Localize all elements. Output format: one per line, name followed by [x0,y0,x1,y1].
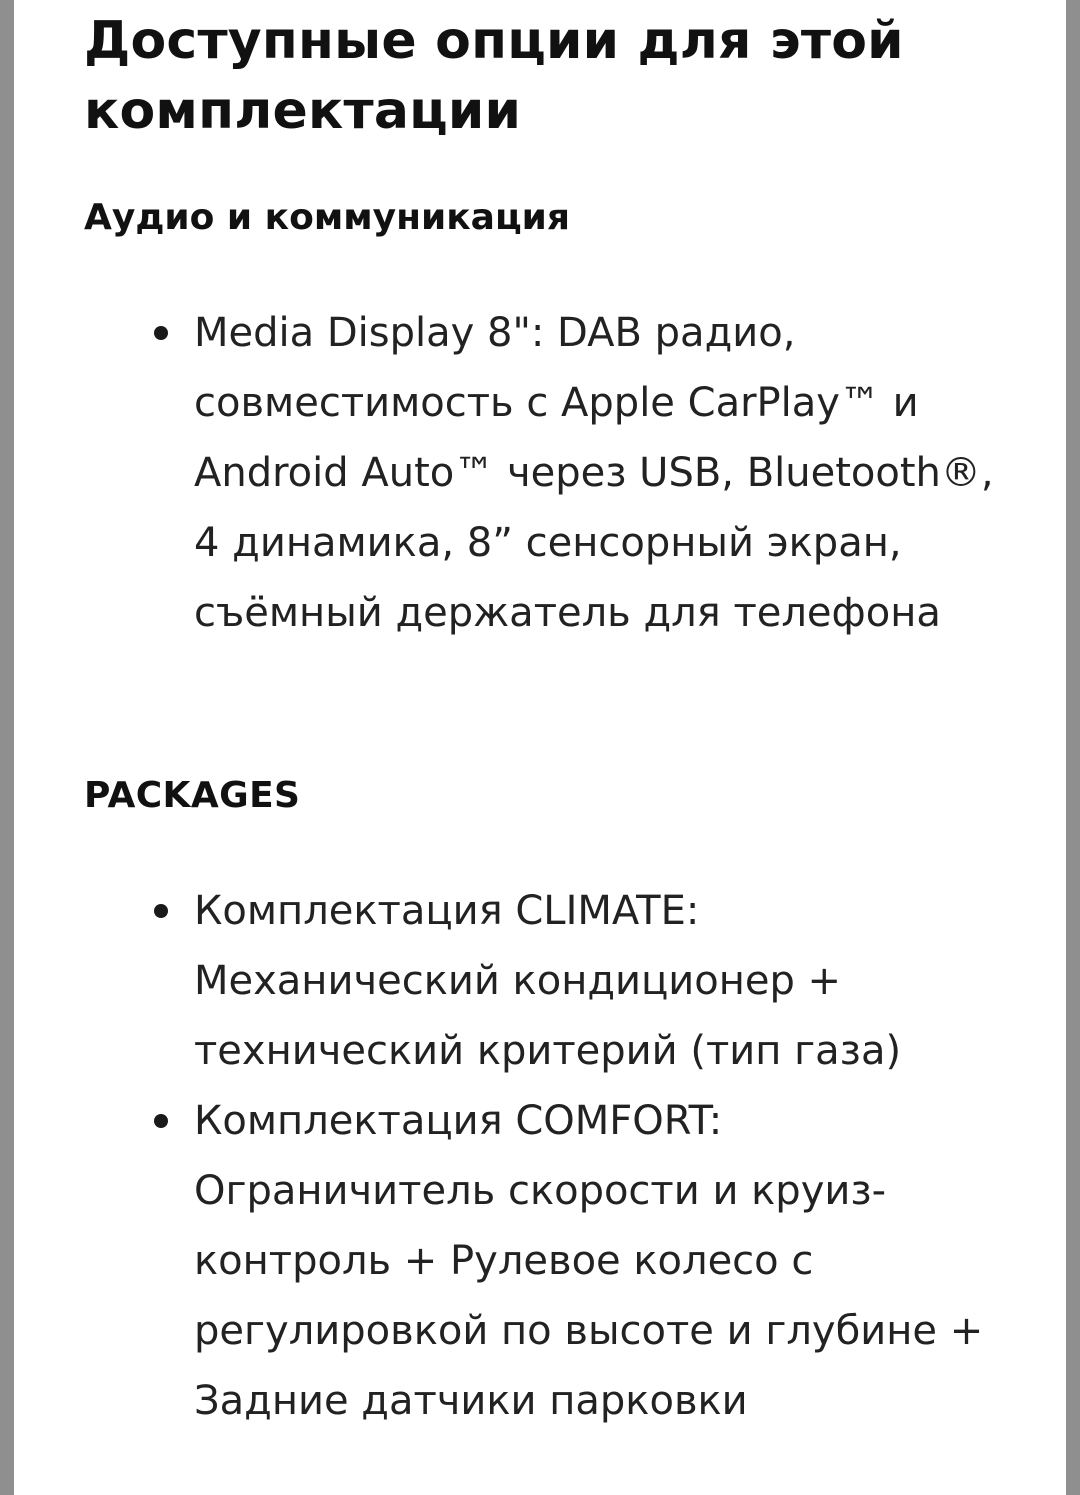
bullet-icon [154,326,168,340]
page-title: Доступные опции для этой комплектации [84,11,904,141]
bullet-icon [154,904,168,918]
section-title-packages: PACKAGES [84,775,301,816]
list-item [84,1086,1014,1436]
list-item-text: Комплектация CLIMATE: Механический кондиционер + технический критерий (тип газа) [194,888,902,1074]
list-item [84,298,1014,648]
section-title-audio-communication: Аудио и коммуникация [84,197,570,238]
audio-options-list [84,298,1014,648]
packages-list [84,876,1014,1436]
list-item [84,876,1014,1086]
list-item-text: Комплектация COMFORT: Ограничитель скорости и круиз-контроль + Рулевое колесо с регулировкой по высоте и глубине + Задние датчики парковки [194,1098,984,1424]
content-sheet [14,0,1066,1495]
bullet-icon [154,1114,168,1128]
list-item-text: Media Display 8": DAB радио, совместимость с Apple CarPlay™ и Android Auto™ через USB, Bluetooth®, 4 динамика, 8” сенсорный экран, съёмный держатель для телефона [194,310,994,636]
